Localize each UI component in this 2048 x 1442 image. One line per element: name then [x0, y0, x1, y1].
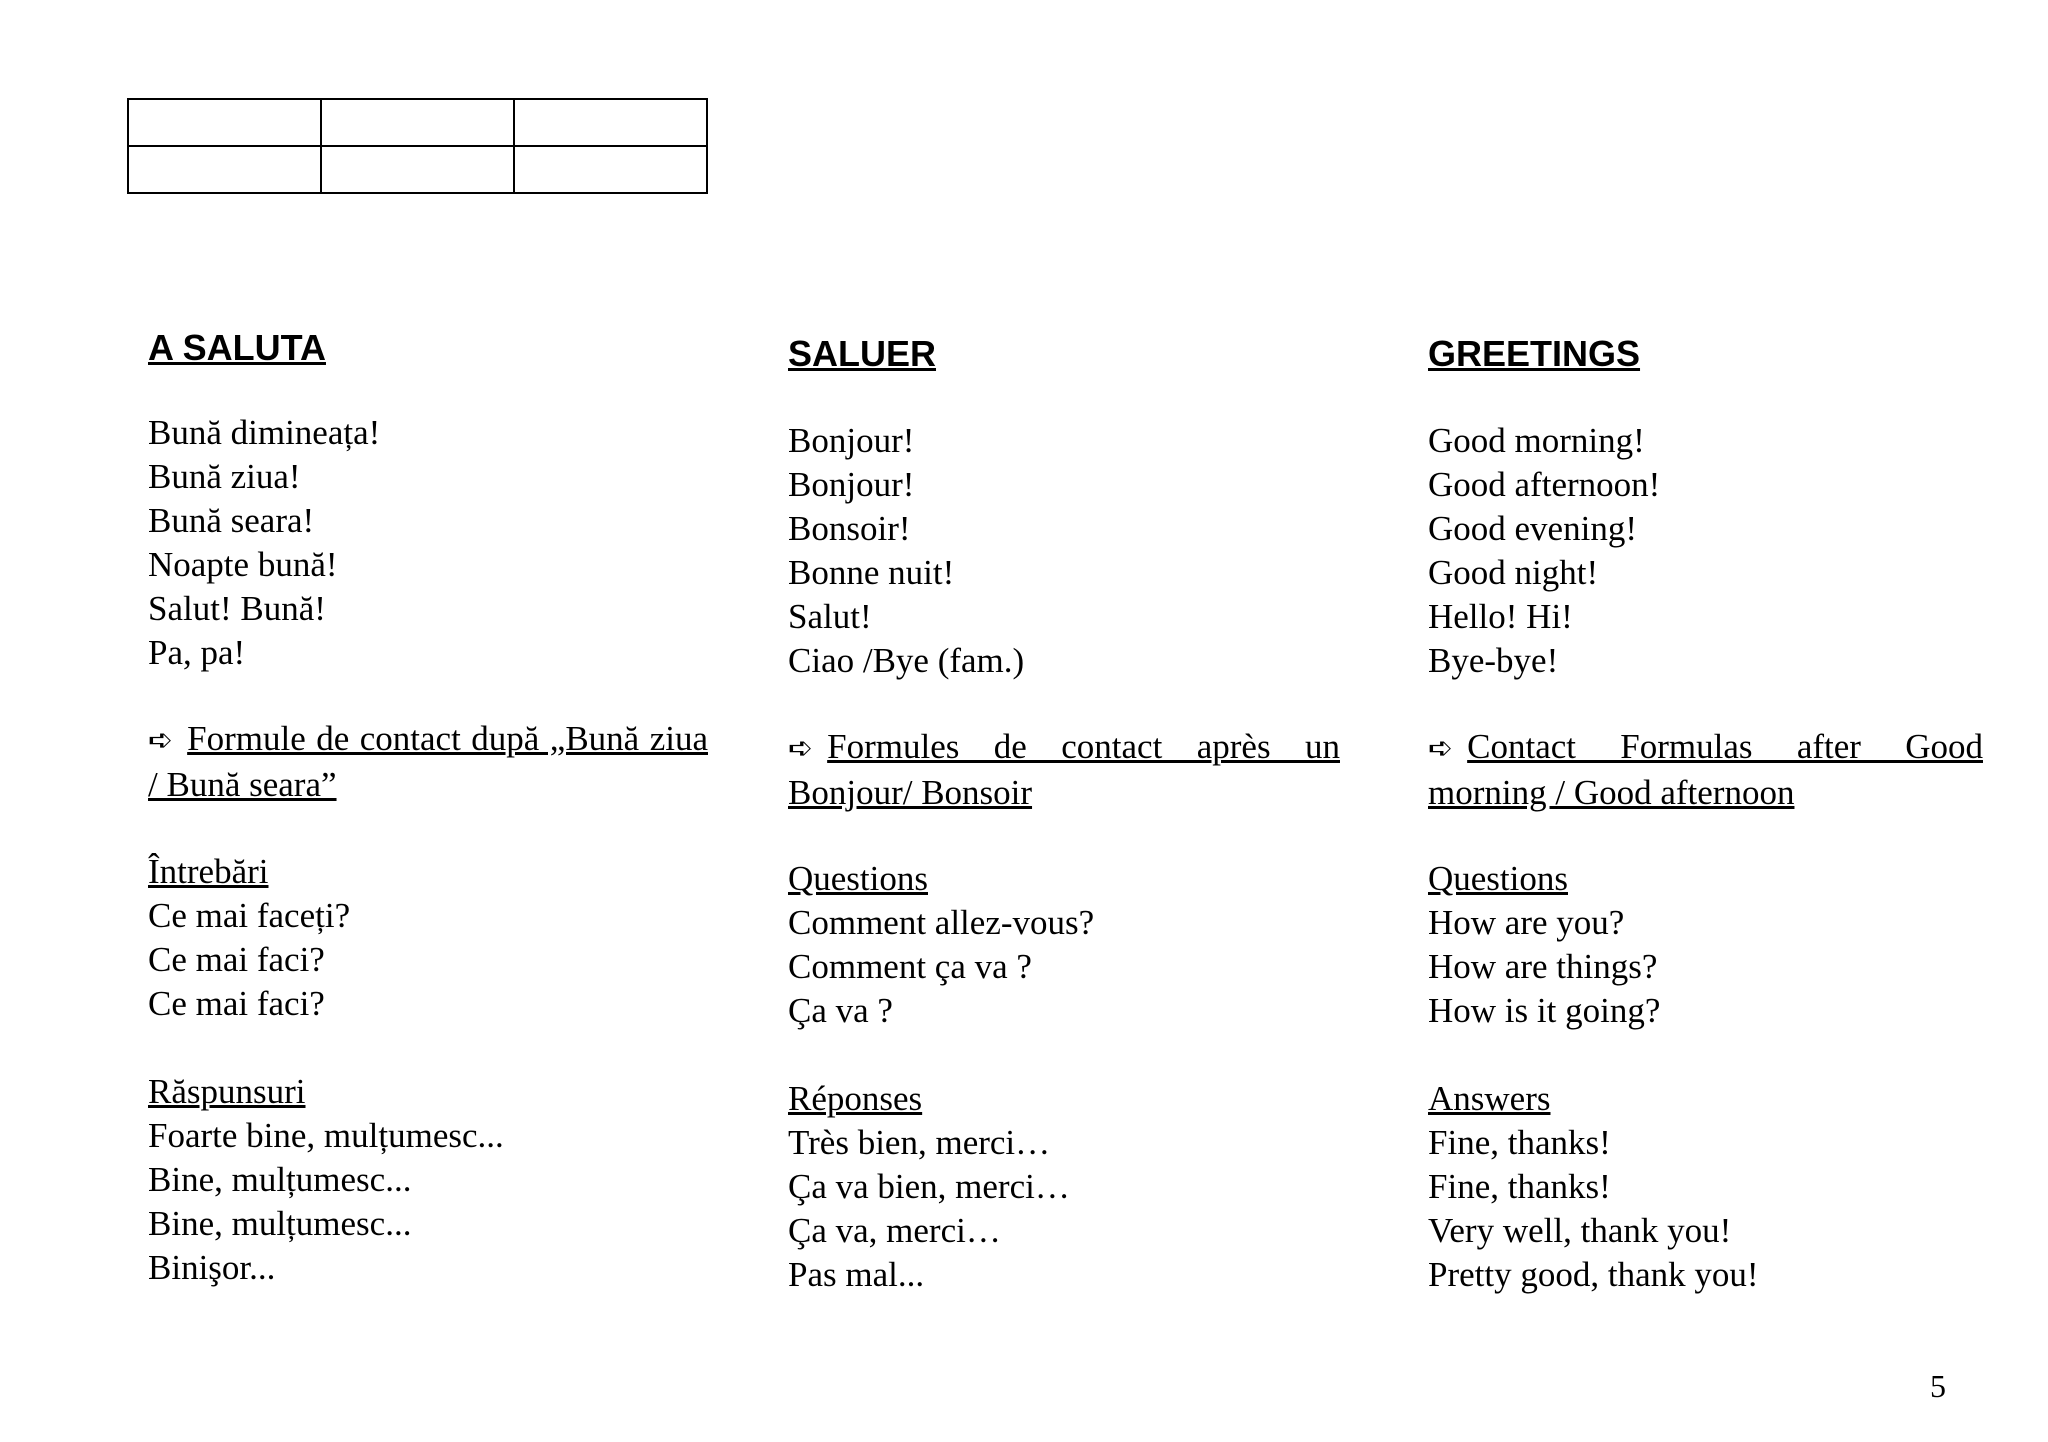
arrow-right-icon: ➪ [1428, 731, 1454, 766]
column-heading: A SALUTA [148, 327, 326, 368]
answer-line: Bine, mulțumesc... [148, 1204, 412, 1243]
greeting-line: Good evening! [1428, 509, 1637, 548]
table-cell [128, 99, 321, 146]
greeting-line: Noapte bună! [148, 545, 338, 584]
arrow-right-icon: ➪ [148, 723, 174, 758]
answers-label: Răspunsuri [148, 1072, 306, 1111]
contact-formulas-text: Formules de contact après un Bonjour/ Bonsoir [788, 727, 1340, 812]
answer-line: Bine, mulțumesc... [148, 1160, 412, 1199]
answer-line: Ça va, merci… [788, 1211, 1001, 1250]
greeting-line: Bye-bye! [1428, 641, 1559, 680]
answers-list [788, 1121, 1070, 1297]
questions-list [148, 894, 350, 1026]
question-line: Ce mai faci? [148, 984, 325, 1023]
answer-line: Très bien, merci… [788, 1123, 1051, 1162]
question-line: How are things? [1428, 947, 1658, 986]
questions-label: Questions [788, 859, 928, 898]
answers-label: Answers [1428, 1079, 1551, 1118]
greeting-line: Bună dimineața! [148, 413, 381, 452]
greetings-list [1428, 419, 1660, 683]
questions-label: Întrebări [148, 852, 269, 891]
greeting-line: Bonjour! [788, 465, 915, 504]
questions-list [1428, 901, 1660, 1033]
question-line: How are you? [1428, 903, 1625, 942]
question-line: Comment allez-vous? [788, 903, 1095, 942]
greeting-line: Bonne nuit! [788, 553, 955, 592]
greeting-line: Pa, pa! [148, 633, 246, 672]
table-row [128, 99, 707, 146]
answers-list [148, 1114, 504, 1290]
arrow-right-icon: ➪ [788, 731, 814, 766]
column-heading: SALUER [788, 333, 937, 374]
table-cell [128, 146, 321, 193]
question-line: Ce mai faceți? [148, 896, 351, 935]
table-cell [321, 146, 514, 193]
greeting-line: Good night! [1428, 553, 1599, 592]
greeting-line: Good morning! [1428, 421, 1645, 460]
question-line: Comment ça va ? [788, 947, 1032, 986]
table-row [128, 146, 707, 193]
contact-formulas [1428, 725, 1983, 815]
greeting-line: Ciao /Bye (fam.) [788, 641, 1025, 680]
question-line: How is it going? [1428, 991, 1661, 1030]
greeting-line: Hello! Hi! [1428, 597, 1573, 636]
questions-label: Questions [1428, 859, 1568, 898]
answer-line: Pas mal... [788, 1255, 925, 1294]
answer-line: Ça va bien, merci… [788, 1167, 1070, 1206]
greeting-line: Bună ziua! [148, 457, 301, 496]
greetings-list [788, 419, 1024, 683]
answers-list [1428, 1121, 1759, 1297]
answer-line: Fine, thanks! [1428, 1123, 1611, 1162]
greeting-line: Salut! [788, 597, 872, 636]
greetings-list [148, 411, 380, 675]
greeting-line: Salut! Bună! [148, 589, 326, 628]
contact-formulas-text: Contact Formulas after Good morning / Good afternoon [1428, 727, 1983, 812]
answer-line: Fine, thanks! [1428, 1167, 1611, 1206]
greeting-line: Good afternoon! [1428, 465, 1661, 504]
greeting-line: Bună seara! [148, 501, 315, 540]
question-line: Ce mai faci? [148, 940, 325, 979]
column-heading: GREETINGS [1428, 333, 1641, 374]
answer-line: Pretty good, thank you! [1428, 1255, 1759, 1294]
answer-line: Very well, thank you! [1428, 1211, 1732, 1250]
table-cell [514, 99, 707, 146]
contact-formulas [788, 725, 1340, 815]
table-cell [514, 146, 707, 193]
empty-table [127, 98, 708, 194]
questions-list [788, 901, 1094, 1033]
answer-line: Binişor... [148, 1248, 276, 1287]
contact-formulas [148, 717, 708, 807]
table-cell [321, 99, 514, 146]
greeting-line: Bonsoir! [788, 509, 911, 548]
question-line: Ça va ? [788, 991, 893, 1030]
greeting-line: Bonjour! [788, 421, 915, 460]
answers-label: Réponses [788, 1079, 923, 1118]
page-number: 5 [1930, 1368, 1946, 1404]
answer-line: Foarte bine, mulțumesc... [148, 1116, 504, 1155]
contact-formulas-text: Formule de contact după „Bună ziua / Bună seara” [148, 719, 708, 804]
